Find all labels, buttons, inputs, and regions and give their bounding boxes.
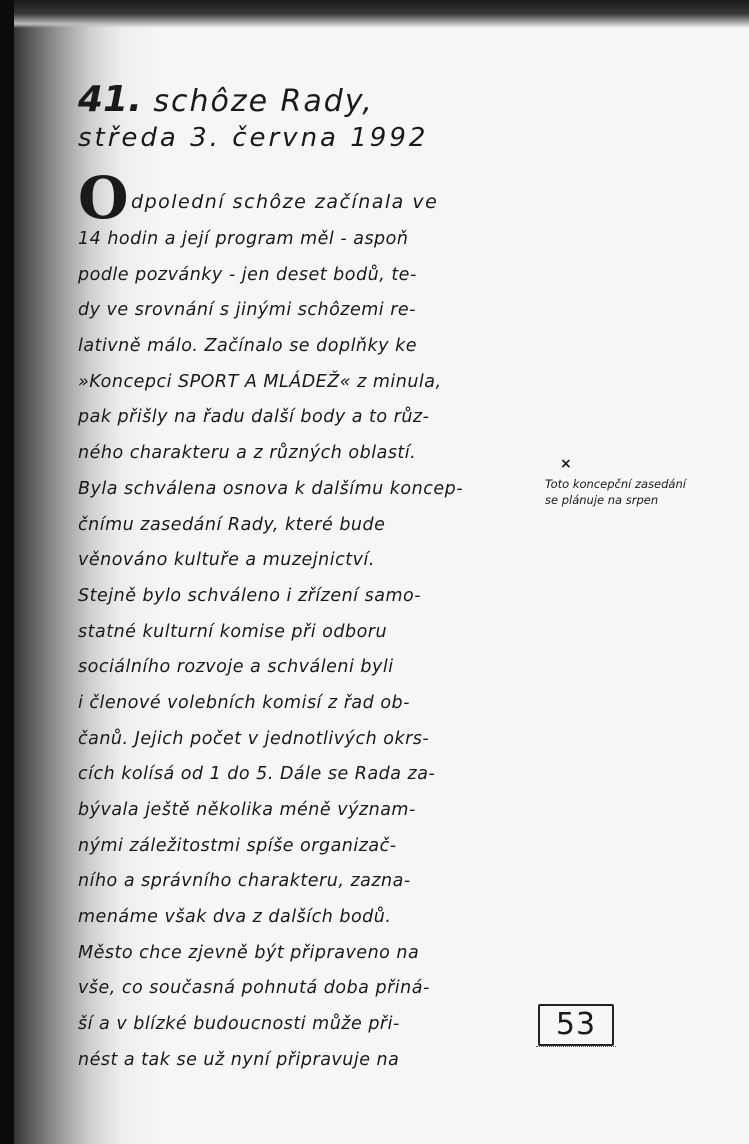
body-line: čnímu zasedání Rady, které bude xyxy=(78,514,386,535)
body-line: menáme však dva z dalších bodů. xyxy=(78,907,392,928)
body-line: statné kulturní komise při odboru xyxy=(78,621,388,642)
body-line: i členové volebních komisí z řad ob- xyxy=(78,692,410,713)
body-line: lativně málo. Začínalo se doplňky ke xyxy=(78,336,417,357)
body-line: ší a v blízké budoucnosti může při- xyxy=(78,1014,400,1035)
body-line: dy ve srovnání s jinými schôzemi re- xyxy=(78,300,416,321)
footnote-line2: se plánuje na srpen xyxy=(545,493,659,507)
margin-footnote xyxy=(545,458,735,508)
body-line: bývala ještě několika méně význam- xyxy=(78,800,416,820)
body-line: sociálního rozvoje a schváleni byli xyxy=(78,657,394,678)
body-line: 14 hodin a její program měl - aspoň xyxy=(78,229,409,249)
body-line: Byla schválena osnova k dalšímu koncep- xyxy=(78,478,464,499)
body-line: nými záležitostmi spíše organizač- xyxy=(78,835,397,856)
scan-top-shadow xyxy=(0,0,749,28)
body-line: ného charakteru a z různých oblastí. xyxy=(78,443,417,464)
body-line: ního a správního charakteru, zazna- xyxy=(78,871,411,892)
heading-title-line xyxy=(78,80,498,122)
body-line: cích kolísá od 1 do 5. Dále se Rada za- xyxy=(78,764,436,785)
book-spine-shadow xyxy=(0,0,14,1144)
drop-cap: O xyxy=(78,164,130,232)
article-body xyxy=(78,164,528,1079)
session-number: 41. xyxy=(78,79,142,120)
body-line: vše, co současná pohnutá doba přiná- xyxy=(78,978,430,999)
body-line: pak přišly na řadu další body a to růz- xyxy=(78,407,430,428)
body-line: Odpolední schôze začínala ve xyxy=(78,164,439,232)
page-number: 53 xyxy=(538,1004,614,1046)
footnote-mark: × xyxy=(560,456,572,472)
session-date: středa 3. června 1992 xyxy=(78,123,429,153)
article-heading xyxy=(78,80,498,156)
body-line: čanů. Jejich počet v jednotlivých okrs- xyxy=(78,728,430,749)
body-line: Stejně bylo schváleno i zřízení samo- xyxy=(78,585,422,606)
body-line: nést a tak se už nyní připravuje na xyxy=(78,1049,400,1070)
body-line: podle pozvánky - jen deset bodů, te- xyxy=(78,264,417,285)
body-line: »Koncepci SPORT A MLÁDEŽ« z minula, xyxy=(78,371,442,392)
body-line: věnováno kultuře a muzejnictví. xyxy=(78,550,375,571)
body-line: Město chce zjevně být připraveno na xyxy=(78,942,420,963)
session-title: schôze Rady, xyxy=(153,84,374,119)
footnote-line1: Toto koncepční zasedání xyxy=(545,477,686,491)
